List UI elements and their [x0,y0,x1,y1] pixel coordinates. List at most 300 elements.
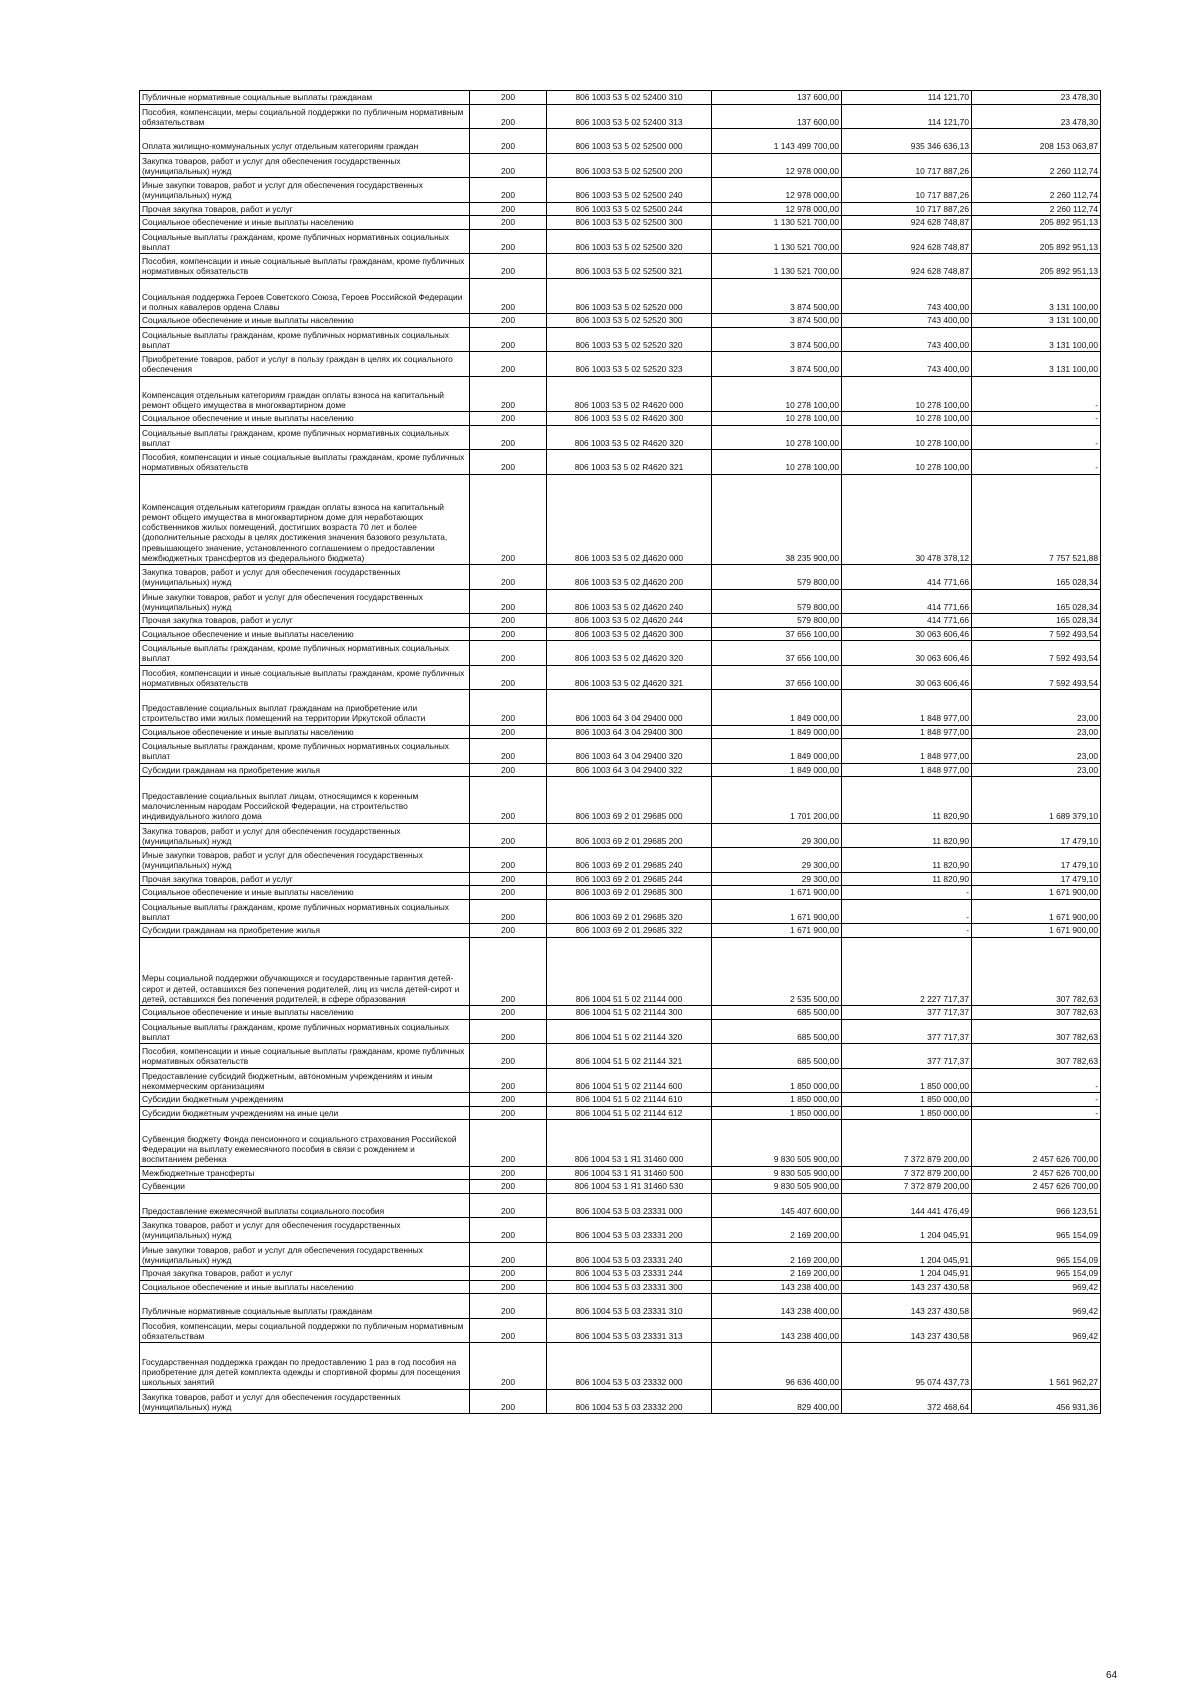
row-unexecuted-amount-cell: 23,00 [972,690,1101,726]
row-kbk-code-cell: 806 1003 53 5 02 52520 000 [547,278,712,314]
row-kbk-code-cell: 806 1003 69 2 01 29685 200 [547,823,712,848]
row-unexecuted-amount-cell: 2 457 626 700,00 [972,1180,1101,1194]
row-code-cell: 200 [470,565,547,590]
row-code-cell: 200 [470,627,547,641]
row-unexecuted-amount-cell: 969,42 [972,1294,1101,1319]
row-code-cell: 200 [470,848,547,873]
row-unexecuted-amount-cell: 23,00 [972,739,1101,764]
row-code-cell: 200 [470,314,547,328]
row-executed-amount-cell: - [842,899,972,924]
row-unexecuted-amount-cell: 17 479,10 [972,823,1101,848]
row-planned-amount-cell: 579 800,00 [712,565,842,590]
row-kbk-code-cell: 806 1004 53 5 03 23331 310 [547,1294,712,1319]
row-code-cell: 200 [470,763,547,777]
row-unexecuted-amount-cell: 165 028,34 [972,565,1101,590]
row-name-cell: Прочая закупка товаров, работ и услуг [140,202,470,216]
row-executed-amount-cell: 377 717,37 [842,1044,972,1069]
row-unexecuted-amount-cell: 23,00 [972,763,1101,777]
row-executed-amount-cell: 935 346 636,13 [842,129,972,154]
row-planned-amount-cell: 137 600,00 [712,91,842,105]
row-kbk-code-cell: 806 1003 53 5 02 52500 320 [547,229,712,254]
row-planned-amount-cell: 579 800,00 [712,614,842,628]
row-unexecuted-amount-cell: 205 892 951,13 [972,229,1101,254]
row-name-cell: Социальное обеспечение и иные выплаты населению [140,886,470,900]
row-unexecuted-amount-cell: 966 123,51 [972,1193,1101,1218]
row-kbk-code-cell: 806 1003 69 2 01 29685 320 [547,899,712,924]
table-row [140,254,1101,279]
row-executed-amount-cell: 377 717,37 [842,1019,972,1044]
row-name-cell: Оплата жилищно-коммунальных услуг отдельным категориям граждан [140,129,470,154]
row-unexecuted-amount-cell: 1 671 900,00 [972,899,1101,924]
row-name-cell: Социальные выплаты гражданам, кроме публичных нормативных социальных выплат [140,641,470,666]
row-planned-amount-cell: 2 535 500,00 [712,937,842,1006]
row-code-cell: 200 [470,1120,547,1167]
row-code-cell: 200 [470,665,547,690]
row-planned-amount-cell: 10 278 100,00 [712,412,842,426]
table-row [140,872,1101,886]
row-executed-amount-cell: 924 628 748,87 [842,254,972,279]
row-unexecuted-amount-cell: - [972,425,1101,450]
row-name-cell: Субвенции [140,1180,470,1194]
row-code-cell: 200 [470,327,547,352]
row-kbk-code-cell: 806 1004 51 5 02 21144 610 [547,1093,712,1107]
row-code-cell: 200 [470,474,547,565]
row-kbk-code-cell: 806 1003 53 5 02 52500 300 [547,216,712,230]
row-unexecuted-amount-cell: - [972,412,1101,426]
row-code-cell: 200 [470,216,547,230]
row-executed-amount-cell: 10 717 887,26 [842,178,972,203]
row-unexecuted-amount-cell: 307 782,63 [972,1019,1101,1044]
row-name-cell: Компенсация отдельным категориям граждан оплаты взноса на капитальный ремонт общего имущества в многоквартирном доме для неработающих собственников жилых помещений, достигших возраста 70 лет и более (дополнительные расходы в целях достижения значения базового результата, превышающего значение, установленного соглашением о предоставлении межбюджетных трансфертов из федерального бюджета) [140,474,470,565]
row-executed-amount-cell: 11 820,90 [842,777,972,824]
row-kbk-code-cell: 806 1004 53 5 03 23332 000 [547,1343,712,1390]
row-code-cell: 200 [470,1343,547,1390]
row-executed-amount-cell: 743 400,00 [842,278,972,314]
row-code-cell: 200 [470,425,547,450]
row-name-cell: Субсидии бюджетным учреждениям на иные цели [140,1106,470,1120]
row-name-cell: Социальное обеспечение и иные выплаты населению [140,314,470,328]
row-name-cell: Субсидии бюджетным учреждениям [140,1093,470,1107]
row-executed-amount-cell: 11 820,90 [842,872,972,886]
row-name-cell: Пособия, компенсации и иные социальные выплаты гражданам, кроме публичных нормативных обязательств [140,665,470,690]
row-executed-amount-cell: 1 850 000,00 [842,1068,972,1093]
row-name-cell: Закупка товаров, работ и услуг для обеспечения государственных (муниципальных) нужд [140,823,470,848]
row-kbk-code-cell: 806 1003 64 3 04 29400 322 [547,763,712,777]
row-name-cell: Социальные выплаты гражданам, кроме публичных нормативных социальных выплат [140,327,470,352]
row-executed-amount-cell: 924 628 748,87 [842,216,972,230]
row-unexecuted-amount-cell: 7 592 493,54 [972,665,1101,690]
row-planned-amount-cell: 29 300,00 [712,848,842,873]
row-unexecuted-amount-cell: 965 154,09 [972,1242,1101,1267]
row-name-cell: Закупка товаров, работ и услуг для обеспечения государственных (муниципальных) нужд [140,1218,470,1243]
row-kbk-code-cell: 806 1004 53 5 03 23331 240 [547,1242,712,1267]
row-kbk-code-cell: 806 1003 53 5 02 52500 000 [547,129,712,154]
row-name-cell: Закупка товаров, работ и услуг для обеспечения государственных (муниципальных) нужд [140,565,470,590]
row-unexecuted-amount-cell: 17 479,10 [972,848,1101,873]
row-name-cell: Предоставление социальных выплат лицам, относящимся к коренным малочисленным народам Российской Федерации, на строительство индивидуального жилого дома [140,777,470,824]
row-kbk-code-cell: 806 1003 53 5 02 52520 300 [547,314,712,328]
table-row [140,450,1101,475]
row-code-cell: 200 [470,1280,547,1294]
row-planned-amount-cell: 96 636 400,00 [712,1343,842,1390]
row-planned-amount-cell: 1 671 900,00 [712,899,842,924]
row-kbk-code-cell: 806 1003 53 5 02 Д4620 300 [547,627,712,641]
row-planned-amount-cell: 143 238 400,00 [712,1294,842,1319]
row-executed-amount-cell: 30 478 378,12 [842,474,972,565]
row-unexecuted-amount-cell: 2 457 626 700,00 [972,1166,1101,1180]
row-executed-amount-cell: 143 237 430,58 [842,1294,972,1319]
row-executed-amount-cell: 1 204 045,91 [842,1242,972,1267]
row-planned-amount-cell: 3 874 500,00 [712,352,842,377]
row-executed-amount-cell: 143 237 430,58 [842,1280,972,1294]
row-kbk-code-cell: 806 1003 69 2 01 29685 244 [547,872,712,886]
row-planned-amount-cell: 2 169 200,00 [712,1267,842,1281]
row-name-cell: Предоставление субсидий бюджетным, автономным учреждениям и иным некоммерческим организациям [140,1068,470,1093]
row-name-cell: Прочая закупка товаров, работ и услуг [140,872,470,886]
row-unexecuted-amount-cell: - [972,450,1101,475]
row-unexecuted-amount-cell: 969,42 [972,1318,1101,1343]
row-planned-amount-cell: 1 849 000,00 [712,763,842,777]
row-unexecuted-amount-cell: 17 479,10 [972,872,1101,886]
row-executed-amount-cell: 114 121,70 [842,104,972,129]
budget-table-container [139,90,1100,1414]
table-row [140,1389,1101,1414]
row-executed-amount-cell: 10 278 100,00 [842,450,972,475]
row-kbk-code-cell: 806 1003 53 5 02 Д4620 200 [547,565,712,590]
row-unexecuted-amount-cell: 456 931,36 [972,1389,1101,1414]
row-executed-amount-cell: 1 848 977,00 [842,725,972,739]
row-kbk-code-cell: 806 1003 53 5 02 Д4620 244 [547,614,712,628]
row-name-cell: Социальная поддержка Героев Советского Союза, Героев Российской Федерации и полных кавалеров ордена Славы [140,278,470,314]
row-planned-amount-cell: 145 407 600,00 [712,1193,842,1218]
row-executed-amount-cell: - [842,886,972,900]
row-unexecuted-amount-cell: 2 260 112,74 [972,178,1101,203]
table-row [140,314,1101,328]
row-executed-amount-cell: - [842,924,972,938]
row-planned-amount-cell: 12 978 000,00 [712,202,842,216]
row-code-cell: 200 [470,899,547,924]
row-name-cell: Прочая закупка товаров, работ и услуг [140,1267,470,1281]
row-code-cell: 200 [470,1006,547,1020]
row-planned-amount-cell: 143 238 400,00 [712,1280,842,1294]
row-planned-amount-cell: 1 130 521 700,00 [712,216,842,230]
row-kbk-code-cell: 806 1003 53 5 02 52500 321 [547,254,712,279]
row-unexecuted-amount-cell: 208 153 063,87 [972,129,1101,154]
row-name-cell: Публичные нормативные социальные выплаты гражданам [140,91,470,105]
row-kbk-code-cell: 806 1004 53 5 03 23331 313 [547,1318,712,1343]
row-planned-amount-cell: 579 800,00 [712,589,842,614]
row-unexecuted-amount-cell: - [972,1093,1101,1107]
row-unexecuted-amount-cell: 3 131 100,00 [972,314,1101,328]
row-code-cell: 200 [470,777,547,824]
row-executed-amount-cell: 7 372 879 200,00 [842,1120,972,1167]
row-name-cell: Социальные выплаты гражданам, кроме публичных нормативных социальных выплат [140,1019,470,1044]
table-row [140,614,1101,628]
row-planned-amount-cell: 1 701 200,00 [712,777,842,824]
row-code-cell: 200 [470,1318,547,1343]
row-executed-amount-cell: 10 717 887,26 [842,202,972,216]
row-unexecuted-amount-cell: 7 592 493,54 [972,641,1101,666]
table-row [140,937,1101,1006]
row-planned-amount-cell: 10 278 100,00 [712,450,842,475]
row-planned-amount-cell: 137 600,00 [712,104,842,129]
row-executed-amount-cell: 10 717 887,26 [842,153,972,178]
row-planned-amount-cell: 9 830 505 900,00 [712,1120,842,1167]
row-unexecuted-amount-cell: 2 260 112,74 [972,153,1101,178]
table-row [140,129,1101,154]
row-kbk-code-cell: 806 1003 64 3 04 29400 000 [547,690,712,726]
row-executed-amount-cell: 414 771,66 [842,589,972,614]
table-row [140,1294,1101,1319]
row-code-cell: 200 [470,1267,547,1281]
row-name-cell: Социальное обеспечение и иные выплаты населению [140,412,470,426]
row-planned-amount-cell: 29 300,00 [712,872,842,886]
row-kbk-code-cell: 806 1004 53 5 03 23331 000 [547,1193,712,1218]
row-name-cell: Социальное обеспечение и иные выплаты населению [140,627,470,641]
row-kbk-code-cell: 806 1003 53 5 02 52500 200 [547,153,712,178]
table-row [140,352,1101,377]
row-kbk-code-cell: 806 1003 53 5 02 R4620 321 [547,450,712,475]
row-kbk-code-cell: 806 1004 53 1 Я1 31460 000 [547,1120,712,1167]
row-name-cell: Меры социальной поддержки обучающихся и государственные гарантия детей-сирот и детей, оставшихся без попечения родителей, лиц из числа детей-сирот и детей, оставшихся без попечения родителей, в сфере образования [140,937,470,1006]
table-row [140,474,1101,565]
row-unexecuted-amount-cell: 307 782,63 [972,937,1101,1006]
row-unexecuted-amount-cell: 1 689 379,10 [972,777,1101,824]
row-planned-amount-cell: 9 830 505 900,00 [712,1166,842,1180]
row-name-cell: Межбюджетные трансферты [140,1166,470,1180]
table-row [140,1044,1101,1069]
row-code-cell: 200 [470,641,547,666]
row-code-cell: 200 [470,1180,547,1194]
row-executed-amount-cell: 1 850 000,00 [842,1093,972,1107]
row-unexecuted-amount-cell: 7 757 521,88 [972,474,1101,565]
table-row [140,91,1101,105]
row-name-cell: Социальное обеспечение и иные выплаты населению [140,1280,470,1294]
row-code-cell: 200 [470,376,547,412]
row-unexecuted-amount-cell: - [972,1106,1101,1120]
table-row [140,763,1101,777]
row-kbk-code-cell: 806 1003 53 5 02 Д4620 000 [547,474,712,565]
table-row [140,565,1101,590]
table-row [140,886,1101,900]
row-planned-amount-cell: 38 235 900,00 [712,474,842,565]
row-unexecuted-amount-cell: 1 671 900,00 [972,924,1101,938]
row-code-cell: 200 [470,823,547,848]
table-row [140,690,1101,726]
row-kbk-code-cell: 806 1003 53 5 02 52520 320 [547,327,712,352]
row-name-cell: Закупка товаров, работ и услуг для обеспечения государственных (муниципальных) нужд [140,153,470,178]
table-row [140,924,1101,938]
row-unexecuted-amount-cell: 2 457 626 700,00 [972,1120,1101,1167]
row-planned-amount-cell: 12 978 000,00 [712,178,842,203]
row-planned-amount-cell: 1 671 900,00 [712,886,842,900]
row-executed-amount-cell: 7 372 879 200,00 [842,1180,972,1194]
table-row [140,104,1101,129]
row-code-cell: 200 [470,924,547,938]
row-code-cell: 200 [470,1294,547,1319]
row-name-cell: Субсидии гражданам на приобретение жилья [140,924,470,938]
row-code-cell: 200 [470,1106,547,1120]
row-unexecuted-amount-cell: 1 561 962,27 [972,1343,1101,1390]
table-row [140,627,1101,641]
row-planned-amount-cell: 9 830 505 900,00 [712,1180,842,1194]
row-executed-amount-cell: 1 848 977,00 [842,763,972,777]
budget-execution-table [139,90,1101,1414]
row-executed-amount-cell: 924 628 748,87 [842,229,972,254]
row-code-cell: 200 [470,1218,547,1243]
row-code-cell: 200 [470,91,547,105]
row-planned-amount-cell: 1 130 521 700,00 [712,254,842,279]
row-kbk-code-cell: 806 1004 53 5 03 23331 244 [547,1267,712,1281]
row-name-cell: Предоставление ежемесячной выплаты социального пособия [140,1193,470,1218]
row-name-cell: Пособия, компенсации и иные социальные выплаты гражданам, кроме публичных нормативных обязательств [140,450,470,475]
row-code-cell: 200 [470,886,547,900]
row-name-cell: Пособия, компенсации, меры социальной поддержки по публичным нормативным обязательствам [140,104,470,129]
row-executed-amount-cell: 10 278 100,00 [842,412,972,426]
row-kbk-code-cell: 806 1004 51 5 02 21144 600 [547,1068,712,1093]
row-planned-amount-cell: 29 300,00 [712,823,842,848]
row-kbk-code-cell: 806 1004 53 5 03 23332 200 [547,1389,712,1414]
row-kbk-code-cell: 806 1004 51 5 02 21144 000 [547,937,712,1006]
table-row [140,1093,1101,1107]
table-row [140,153,1101,178]
row-kbk-code-cell: 806 1004 53 5 03 23331 300 [547,1280,712,1294]
table-row [140,739,1101,764]
row-code-cell: 200 [470,1166,547,1180]
row-executed-amount-cell: 1 204 045,91 [842,1267,972,1281]
row-code-cell: 200 [470,739,547,764]
row-executed-amount-cell: 11 820,90 [842,848,972,873]
row-code-cell: 200 [470,229,547,254]
row-kbk-code-cell: 806 1003 53 5 02 R4620 300 [547,412,712,426]
row-executed-amount-cell: 743 400,00 [842,327,972,352]
row-kbk-code-cell: 806 1003 53 5 02 Д4620 321 [547,665,712,690]
table-row [140,178,1101,203]
row-code-cell: 200 [470,1389,547,1414]
row-name-cell: Иные закупки товаров, работ и услуг для обеспечения государственных (муниципальных) нужд [140,589,470,614]
row-planned-amount-cell: 1 671 900,00 [712,924,842,938]
row-code-cell: 200 [470,412,547,426]
row-name-cell: Приобретение товаров, работ и услуг в пользу граждан в целях их социального обеспечения [140,352,470,377]
row-name-cell: Закупка товаров, работ и услуг для обеспечения государственных (муниципальных) нужд [140,1389,470,1414]
row-executed-amount-cell: 7 372 879 200,00 [842,1166,972,1180]
row-unexecuted-amount-cell: 165 028,34 [972,589,1101,614]
row-executed-amount-cell: 372 468,64 [842,1389,972,1414]
row-planned-amount-cell: 3 874 500,00 [712,314,842,328]
row-planned-amount-cell: 1 850 000,00 [712,1106,842,1120]
row-unexecuted-amount-cell: - [972,1068,1101,1093]
row-name-cell: Социальное обеспечение и иные выплаты населению [140,216,470,230]
row-executed-amount-cell: 1 850 000,00 [842,1106,972,1120]
row-unexecuted-amount-cell: 23 478,30 [972,104,1101,129]
row-executed-amount-cell: 114 121,70 [842,91,972,105]
row-kbk-code-cell: 806 1003 69 2 01 29685 300 [547,886,712,900]
table-row [140,589,1101,614]
table-row [140,412,1101,426]
row-code-cell: 200 [470,614,547,628]
row-kbk-code-cell: 806 1004 51 5 02 21144 320 [547,1019,712,1044]
row-planned-amount-cell: 10 278 100,00 [712,425,842,450]
row-name-cell: Иные закупки товаров, работ и услуг для обеспечения государственных (муниципальных) нужд [140,848,470,873]
row-kbk-code-cell: 806 1003 53 5 02 R4620 320 [547,425,712,450]
table-row [140,1166,1101,1180]
row-executed-amount-cell: 743 400,00 [842,314,972,328]
row-planned-amount-cell: 829 400,00 [712,1389,842,1414]
table-row [140,376,1101,412]
row-name-cell: Публичные нормативные социальные выплаты гражданам [140,1294,470,1319]
row-kbk-code-cell: 806 1003 53 5 02 52500 240 [547,178,712,203]
row-kbk-code-cell: 806 1003 53 5 02 R4620 000 [547,376,712,412]
row-unexecuted-amount-cell: 3 131 100,00 [972,278,1101,314]
table-row [140,1267,1101,1281]
row-kbk-code-cell: 806 1004 53 1 Я1 31460 530 [547,1180,712,1194]
row-code-cell: 200 [470,690,547,726]
row-planned-amount-cell: 685 500,00 [712,1019,842,1044]
row-code-cell: 200 [470,254,547,279]
row-planned-amount-cell: 143 238 400,00 [712,1318,842,1343]
row-unexecuted-amount-cell: 969,42 [972,1280,1101,1294]
table-row [140,777,1101,824]
row-unexecuted-amount-cell: 3 131 100,00 [972,352,1101,377]
row-unexecuted-amount-cell: 1 671 900,00 [972,886,1101,900]
row-planned-amount-cell: 1 143 499 700,00 [712,129,842,154]
row-unexecuted-amount-cell: 2 260 112,74 [972,202,1101,216]
row-unexecuted-amount-cell: - [972,376,1101,412]
row-code-cell: 200 [470,1044,547,1069]
row-code-cell: 200 [470,153,547,178]
table-body [140,91,1101,1414]
row-executed-amount-cell: 414 771,66 [842,614,972,628]
row-name-cell: Пособия, компенсации и иные социальные выплаты гражданам, кроме публичных нормативных обязательств [140,1044,470,1069]
row-code-cell: 200 [470,129,547,154]
row-executed-amount-cell: 10 278 100,00 [842,425,972,450]
row-unexecuted-amount-cell: 23 478,30 [972,91,1101,105]
row-planned-amount-cell: 37 656 100,00 [712,627,842,641]
row-planned-amount-cell: 685 500,00 [712,1044,842,1069]
page-number: 64 [1106,1670,1118,1681]
table-row [140,1120,1101,1167]
row-unexecuted-amount-cell: 3 131 100,00 [972,327,1101,352]
table-row [140,1343,1101,1390]
table-row [140,1318,1101,1343]
row-code-cell: 200 [470,937,547,1006]
row-planned-amount-cell: 1 849 000,00 [712,739,842,764]
row-planned-amount-cell: 37 656 100,00 [712,665,842,690]
row-executed-amount-cell: 30 063 606,46 [842,627,972,641]
row-kbk-code-cell: 806 1004 53 1 Я1 31460 500 [547,1166,712,1180]
row-executed-amount-cell: 144 441 476,49 [842,1193,972,1218]
row-name-cell: Иные закупки товаров, работ и услуг для обеспечения государственных (муниципальных) нужд [140,1242,470,1267]
row-executed-amount-cell: 1 848 977,00 [842,690,972,726]
row-name-cell: Социальные выплаты гражданам, кроме публичных нормативных социальных выплат [140,425,470,450]
row-code-cell: 200 [470,278,547,314]
row-kbk-code-cell: 806 1004 53 5 03 23331 200 [547,1218,712,1243]
row-kbk-code-cell: 806 1004 51 5 02 21144 321 [547,1044,712,1069]
row-kbk-code-cell: 806 1003 53 5 02 Д4620 320 [547,641,712,666]
row-kbk-code-cell: 806 1003 53 5 02 Д4620 240 [547,589,712,614]
row-kbk-code-cell: 806 1003 53 5 02 52400 310 [547,91,712,105]
row-planned-amount-cell: 2 169 200,00 [712,1242,842,1267]
row-name-cell: Субвенция бюджету Фонда пенсионного и социального страхования Российской Федерации на выплату ежемесячного пособия в связи с рождением и воспитанием ребенка [140,1120,470,1167]
row-name-cell: Социальное обеспечение и иные выплаты населению [140,1006,470,1020]
row-executed-amount-cell: 95 074 437,73 [842,1343,972,1390]
row-code-cell: 200 [470,352,547,377]
table-row [140,665,1101,690]
row-executed-amount-cell: 1 848 977,00 [842,739,972,764]
row-planned-amount-cell: 10 278 100,00 [712,376,842,412]
row-unexecuted-amount-cell: 307 782,63 [972,1044,1101,1069]
row-unexecuted-amount-cell: 23,00 [972,725,1101,739]
